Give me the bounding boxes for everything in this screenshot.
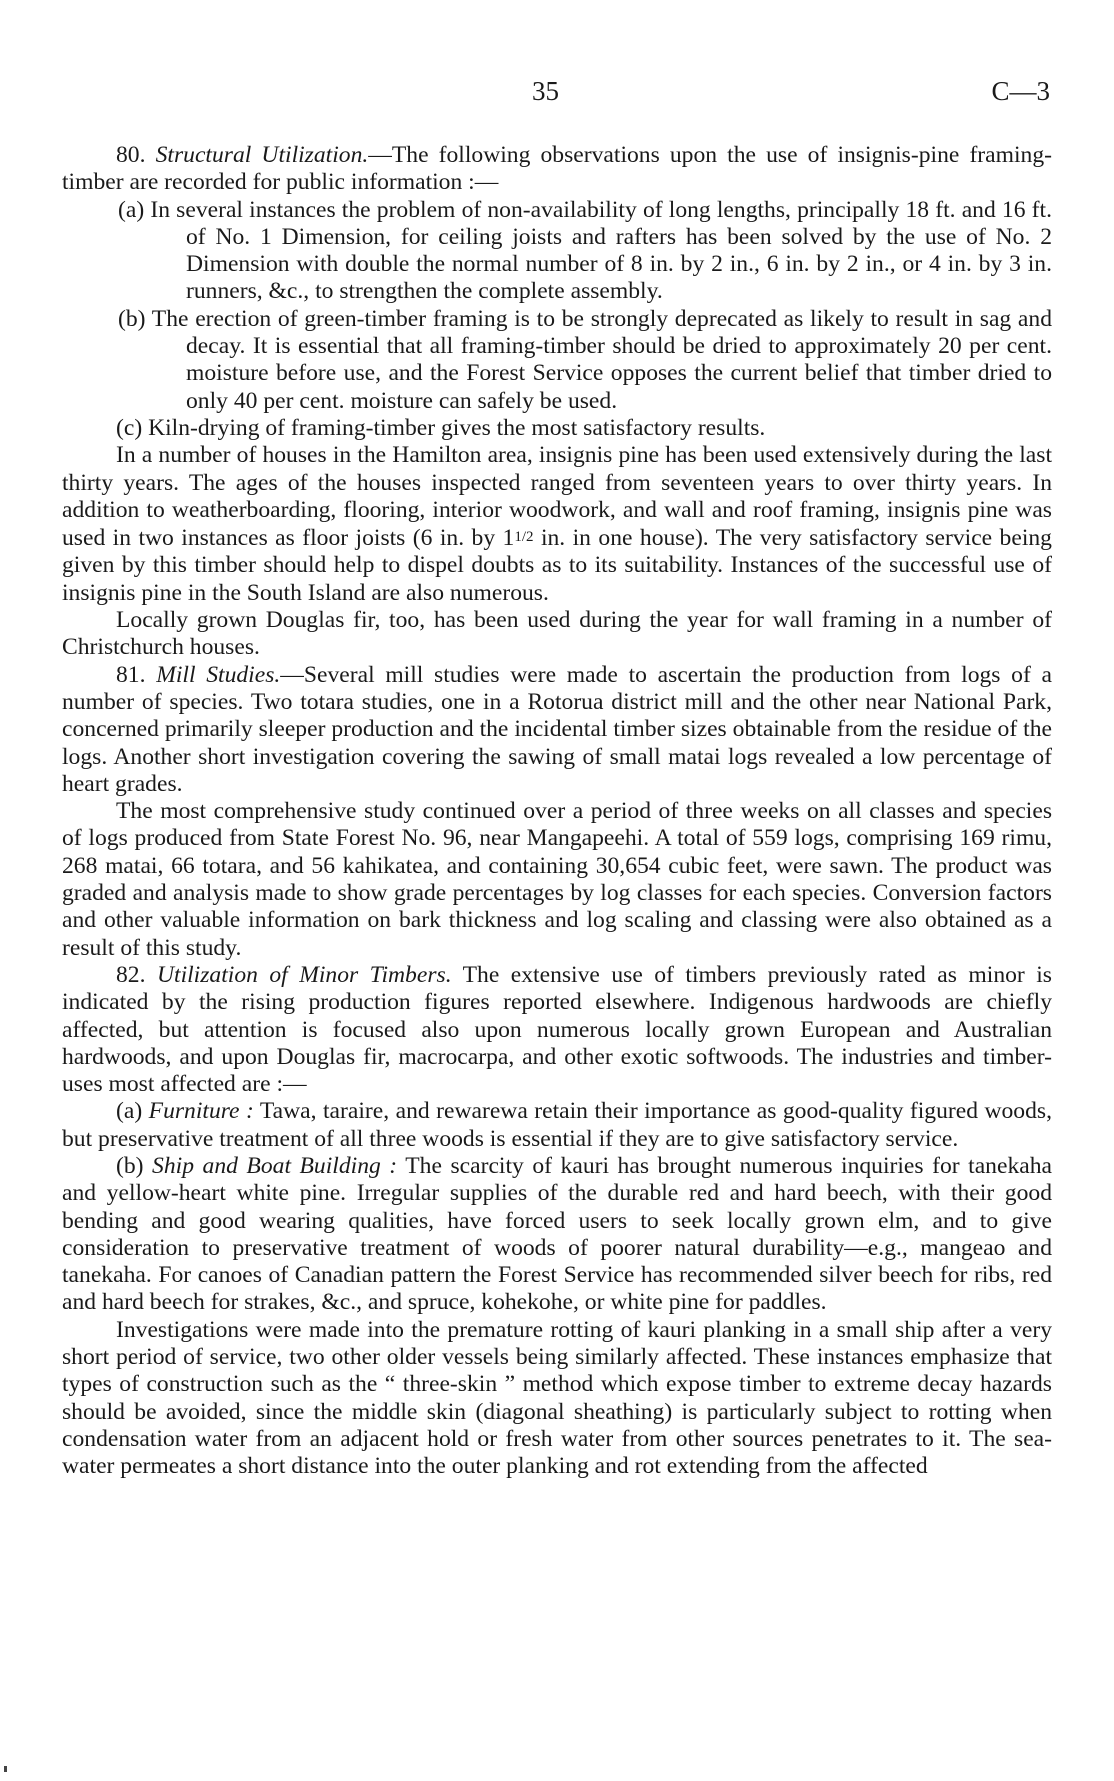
section-number: 81.: [116, 661, 146, 688]
section-text: —Several mill studies were made to ascertain the production from logs of a number of species. Two totara studies, one in a Rotorua district mill and the other near National Park, concerned primarily sleeper production and the incidental timber sizes obtainable from the residue of the logs. Another short investigation covering the sawing of small matai logs revealed a low percentage of heart grades.: [62, 661, 1052, 797]
fraction: 1/2: [514, 529, 534, 546]
paragraph: Locally grown Douglas fir, too, has been used during the year for wall framing in a number of Christchurch houses.: [62, 607, 1052, 661]
page-body: [62, 142, 1052, 1481]
subsection-label: (a): [116, 1098, 143, 1125]
paragraph: Investigations were made into the premature rotting of kauri planking in a small ship after a very short period of service, two other older vessels being similarly affected. These instances emphasize that types of construction such as the “ three-skin ” method which expose timber to extreme decay hazards should be avoided, since the middle skin (diagonal sheathing) is particularly subject to rotting when condensation water from an adjacent hold or fresh water from other sources penetrates to it. The sea-water permeates a short distance into the outer planking and rot extending from the affected: [62, 1316, 1052, 1480]
section-number: 80.: [116, 142, 146, 168]
page-number: 35: [532, 76, 559, 106]
subsection-furniture: [62, 1098, 1052, 1153]
scan-mark: [4, 1766, 7, 1772]
section-number: 82.: [116, 961, 146, 988]
subsection-label: (b): [116, 1152, 144, 1179]
subsection-text: Tawa, taraire, and rewarewa retain their importance as good-quality figured woods, but preservative treatment of all three woods is essential if they are to give satisfactory service.: [62, 1098, 1052, 1152]
paragraph-text: In a number of houses in the Hamilton area, insignis pine has been used extensively during the last thirty years. The ages of the houses inspected ranged from seventeen years to over thirty years. In addition to weatherboarding, flooring, interior woodwork, and wall and roof framing, insignis pine was used in two instances as floor joists (6 in. by 1: [62, 442, 1052, 552]
list-item-b: (b) The erection of green-timber framing is to be strongly deprecated as likely to result in sag and decay. It is essential that all framing-timber should be dried to approximately 20 per cent. moisture before use, and the Forest Service opposes the current belief that timber dried to only 40 per cent. moisture can safely be used.: [118, 305, 1052, 414]
paragraph: The most comprehensive study continued over a period of three weeks on all classes and species of logs produced from State Forest No. 96, near Mangapeehi. A total of 559 logs, comprising 169 rimu, 268 matai, 66 totara, and 56 kahikatea, and containing 30,654 cubic feet, were sawn. The product was graded and analysis made to show grade percentages by log classes for each species. Conversion factors and other valuable information on bark thickness and log scaling and classing were also obtained as a result of this study.: [62, 798, 1052, 961]
subsection-text: The scarcity of kauri has brought numerous inquiries for tanekaha and yellow-heart white pine. Irregular supplies of the durable red and hard beech, with their good bending and good wearing qualities, have forced users to seek locally grown elm, and to give consideration to preservative treatment of woods of poorer natural durability—e.g., mangeao and tanekaha. For canoes of Canadian pattern the Forest Service has recommended silver beech for ribs, red and hard beech for strakes, &c., and spruce, kohekohe, or white pine for paddles.: [62, 1152, 1052, 1316]
section-heading: Utilization of Minor Timbers.: [156, 961, 452, 988]
paragraph-text: in. in one house). The very satisfactory service being given by this timber should help to dispel doubts as to its suitability. Instances of the successful use of insignis pine in the South Island are also numerous.: [62, 525, 1052, 606]
section-82: [62, 962, 1052, 1098]
subsection-ship-building: [62, 1153, 1052, 1317]
paragraph: [62, 442, 1052, 607]
section-heading: Mill Studies.: [156, 661, 281, 688]
section-intro-text: —The following observations upon the use of insignis-pine framing-timber are recorded for public information :—: [62, 142, 1052, 196]
list-item-a: (a) In several instances the problem of non-availability of long lengths, principally 18 ft. and 16 ft. of No. 1 Dimension, for ceiling joists and rafters has been solved by the use of No. 2 Dimension with double the normal number of 8 in. by 2 in., 6 in. by 2 in., or 4 in. by 3 in. runners, &c., to strengthen the complete assembly.: [118, 196, 1052, 305]
page-header: [0, 70, 1114, 110]
section-81: [62, 662, 1052, 798]
section-heading: Structural Utilization.: [155, 142, 369, 168]
subsection-heading: Ship and Boat Building :: [152, 1152, 398, 1179]
list-item-c: (c) Kiln-drying of framing-timber gives the most satisfactory results.: [116, 414, 766, 441]
section-text: The extensive use of timbers previously rated as minor is indicated by the rising production figures reported elsewhere. Indigenous hardwoods are chiefly affected, but attention is focused also upon numerous locally grown European and Australian hardwoods, and upon Douglas fir, macrocarpa, and other exotic softwoods. The industries and timber-uses most affected are :—: [62, 961, 1052, 1098]
section-80-intro: [62, 142, 1052, 197]
subsection-heading: Furniture :: [148, 1098, 254, 1125]
document-reference: C—3: [991, 76, 1050, 106]
